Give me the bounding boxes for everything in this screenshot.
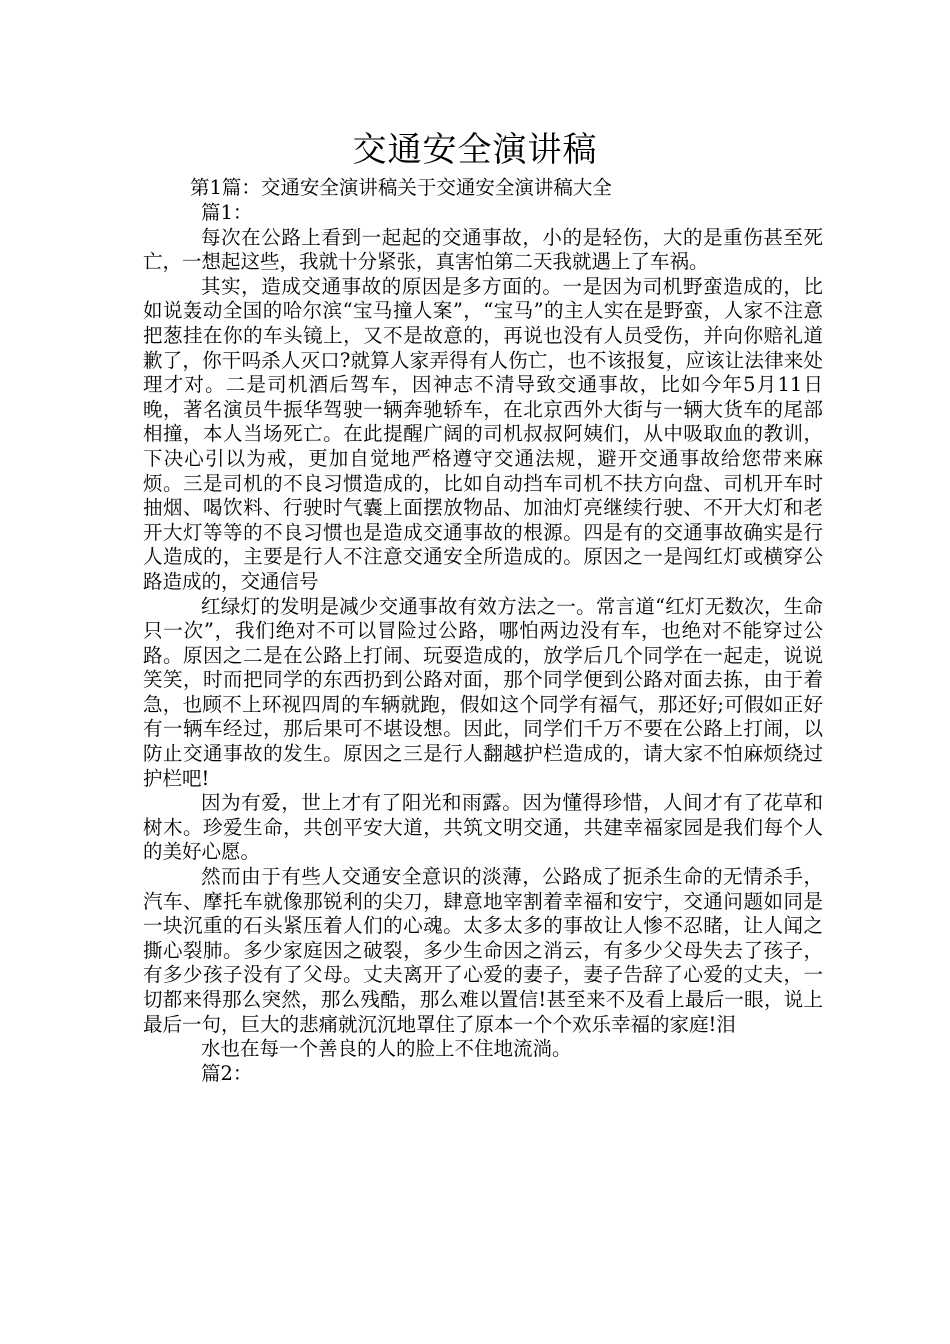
document-title: 交通安全演讲稿 xyxy=(352,130,598,170)
document-body xyxy=(143,201,823,1086)
body-paragraph: 水也在每一个善良的人的脸上不住地流淌。 xyxy=(201,1037,572,1061)
body-paragraph: 其实，造成交通事故的原因是多方面的。一是因为司机野蛮造成的，比如说轰动全国的哈尔滨“宝马撞人案”，“宝马”的主人实在是野蛮，人家不注意把葱挂在你的车头镜上，又不是故意的，再说也没有人员受伤，并向你赔礼道歉了，你干吗杀人灭口?就算人家弄得有人伤亡，也不该报复，应该让法律来处理才对。二是司机酒后驾车，因神志不清导致交通事故，比如今年5月11日晚，著名演员牛振华驾驶一辆奔驰轿车，在北京西外大街与一辆大货车的尾部相撞，本人当场死亡。在此提醒广阔的司机叔叔阿姨们，从中吸取血的教训，下决心引以为戒，更加自觉地严格遵守交通法规，避开交通事故给您带来麻烦。三是司机的不良习惯造成的，比如自动挡车司机不扶方向盘、司机开车时抽烟、喝饮料、行驶时气囊上面摆放物品、加油灯亮继续行驶、不开大灯和老开大灯等等的不良习惯也是造成交通事故的根源。四是有的交通事故确实是行人造成的，主要是行人不注意交通安全所造成的。原因之一是闯红灯或横穿公路造成的，交通信号 xyxy=(143,274,823,593)
body-paragraph: 然而由于有些人交通安全意识的淡薄，公路成了扼杀生命的无情杀手，汽车、摩托车就像那锐利的尖刀，肆意地宰割着幸福和安宁，交通问题如同是一块沉重的石头紧压着人们的心魂。太多太多的事故让人惨不忍睹，让人闻之撕心裂肺。多少家庭因之破裂，多少生命因之消云，有多少父母失去了孩子，有多少孩子没有了父母。丈夫离开了心爱的妻子，妻子告辞了心爱的丈夫，一切都来得那么突然，那么残酷，那么难以置信!甚至来不及看上最后一眼，说上最后一句，巨大的悲痛就沉沉地罩住了原本一个个欢乐幸福的家庭!泪 xyxy=(143,865,823,1036)
section-label: 篇1： xyxy=(201,201,253,224)
body-paragraph: 每次在公路上看到一起起的交通事故，小的是轻伤，大的是重伤甚至死亡，一想起这些，我就十分紧张，真害怕第二天我就遇上了车祸。 xyxy=(143,225,823,274)
document-subtitle: 第1篇：交通安全演讲稿关于交通安全演讲稿大全 xyxy=(190,176,612,199)
section-label: 篇2： xyxy=(201,1061,253,1085)
body-paragraph: 因为有爱，世上才有了阳光和雨露。因为懂得珍惜，人间才有了花草和树木。珍爱生命，共创平安大道，共筑文明交通，共建幸福家园是我们每个人的美好心愿。 xyxy=(143,791,823,864)
body-paragraph: 红绿灯的发明是减少交通事故有效方法之一。常言道“红灯无数次，生命只一次”，我们绝对不可以冒险过公路，哪怕两边没有车，也绝对不能穿过公路。原因之二是在公路上打闹、玩耍造成的，放学后几个同学在一起走，说说笑笑，时而把同学的东西扔到公路对面，那个同学便到公路对面去拣，由于着急，也顾不上环视四周的车辆就跑，假如这个同学有福气，那还好;可假如正好有一辆车经过，那后果可不堪设想。因此，同学们千万不要在公路上打闹，以防止交通事故的发生。原因之三是行人翻越护栏造成的，请大家不怕麻烦绕过护栏吧! xyxy=(143,594,823,790)
